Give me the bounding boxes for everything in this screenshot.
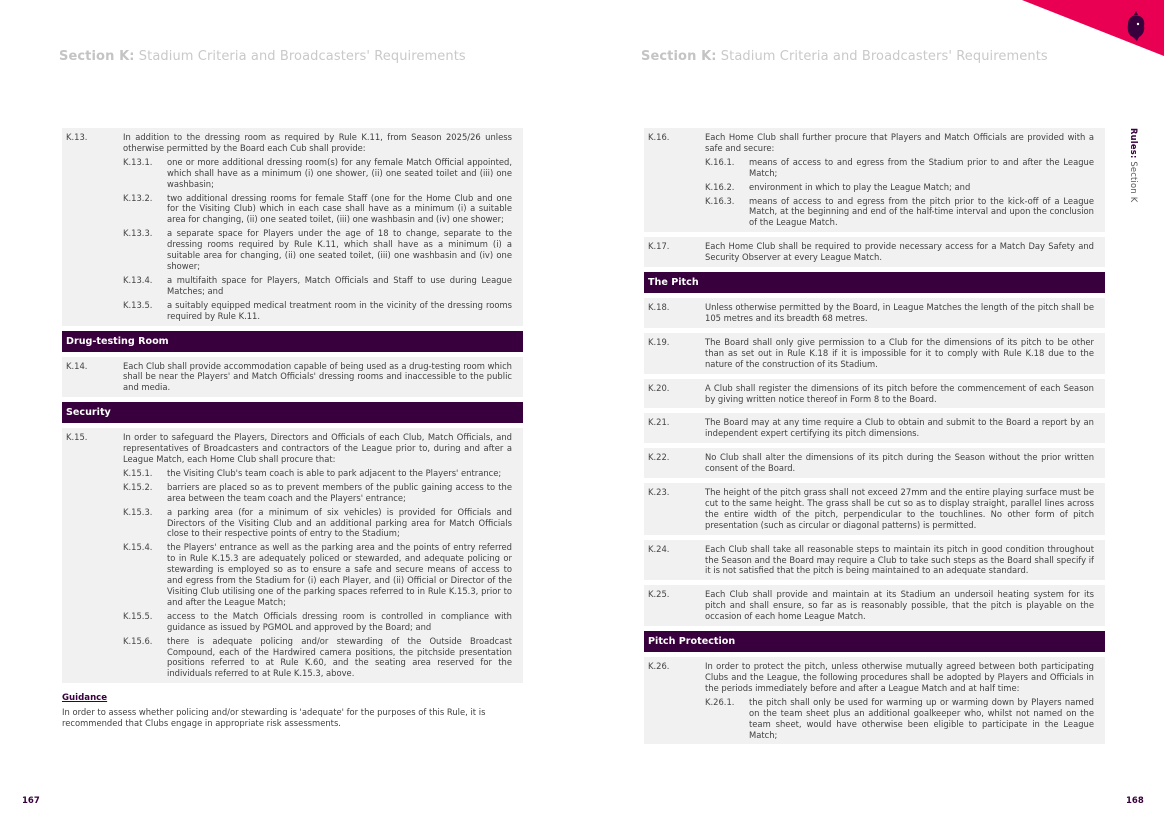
rule-text: In order to safeguard the Players, Directors and Officials of each Club, Match Officials, and representatives of Broadcasters and contractors of the League prior to, during and after a League Match, each Home Club shall procure that: [123, 432, 512, 465]
rule-number: K.15. [66, 432, 88, 443]
side-section-label: Rules: Section K [1129, 128, 1139, 203]
section-title-security: Security [62, 402, 523, 423]
guidance-text: In order to assess whether policing and/or stewarding is 'adequate' for the purposes of this Rule, it is recommended that Clubs engage in appropriate risk assessments. [62, 707, 486, 729]
left-content [62, 128, 523, 729]
rule-text: The Board may at any time require a Club to obtain and submit to the Board a report by an independent expert certifying its pitch dimensions. [705, 417, 1094, 439]
rule-number: K.13. [66, 132, 88, 142]
guidance-title: Guidance [62, 693, 108, 704]
rule-k14 [62, 357, 523, 398]
rule-k19 [644, 333, 1105, 374]
rule-number: K.24. [648, 543, 670, 554]
rule-k25 [644, 585, 1105, 626]
rule-text: A Club shall register the dimensions of its pitch before the commencement of each Season by giving written notice thereof in Form 8 to the Board. [705, 382, 1094, 404]
rule-text: Each Home Club shall further procure that Players and Match Officials are provided with a safe and secure: [705, 132, 1094, 153]
sub-rule: K.16.3. means of access to and egress from the pitch prior to the kick-off of a League Match, at the beginning and end of the half-time interval and upon the conclusion of the League Match. [705, 195, 1094, 228]
rule-text: In order to protect the pitch, unless otherwise mutually agreed between both participating Clubs and the League, the following procedures shall be adopted by Players and Officials in the periods immediately before and after a League Match and at half time: [705, 661, 1094, 693]
rule-k22 [644, 448, 1105, 478]
right-page [582, 0, 1164, 826]
rule-number: K.22. [648, 452, 670, 463]
rule-text: The height of the pitch grass shall not exceed 27mm and the entire playing surface must be cut to the same height. The grass shall be cut so as to display straight, parallel lines across the entire width of the pitch, perpendicular to the touchlines. No other form of pitch presentation (such as circular or diagonal patterns) is permitted. [705, 487, 1094, 530]
sub-rule: K.15.6. there is adequate policing and/or stewarding of the Outside Broadcast Compound, each of the Hardwired camera positions, the pitchside presentation positions referred to at Rule K.60, and the seating area reserved for the individuals referred to at Rule K.15.3, above. [123, 635, 512, 679]
sub-rule: K.15.5. access to the Match Officials dressing room is controlled in compliance with guidance as issued by PGMOL and approved by the Board; and [123, 610, 512, 632]
sub-rule: K.15.3. a parking area (for a minimum of six vehicles) is provided for Officials and Directors of the Visiting Club and an additional parking area for Match Officials close to their respective points of entry to the Stadium; [123, 506, 512, 539]
rule-number: K.19. [648, 336, 670, 347]
sub-rule: K.13.3. a separate space for Players under the age of 18 to change, separate to the dressing rooms required by Rule K.11, which shall have as a minimum (i) a suitable area for changing, (ii) one seated toilet, (iii) one washbasin and (iv) one shower; [123, 228, 512, 271]
rule-k16 [644, 128, 1105, 232]
sub-rule: K.15.1. the Visiting Club's team coach is able to park adjacent to the Players' entrance; [123, 467, 502, 478]
rule-number: K.20. [648, 382, 670, 393]
section-title-pitch-protection: Pitch Protection [644, 631, 1105, 652]
rule-number: K.14. [66, 360, 88, 371]
section-title-pitch: The Pitch [644, 272, 1105, 293]
sub-rule: K.13.1. one or more additional dressing room(s) for any female Match Official appointed, which shall have as a minimum (i) one shower, (ii) one seated toilet and (iii) one washbasin; [123, 156, 512, 189]
rule-k20 [644, 379, 1105, 409]
rule-text: In addition to the dressing room as required by Rule K.11, from Season 2025/26 unless otherwise permitted by the Board each Cub shall provide: [123, 132, 512, 153]
rule-number: K.17. [648, 241, 670, 252]
page-header: Section K: Stadium Criteria and Broadcasters' Requirements [641, 49, 1048, 64]
right-content [644, 128, 1105, 749]
rule-text: Each Club shall provide accommodation capable of being used as a drug-testing room which shall be near the Players' and Match Officials' dressing rooms and inaccessible to the public and media. [123, 360, 512, 393]
rule-number: K.23. [648, 487, 670, 498]
rule-number: K.26. [648, 661, 670, 672]
rule-k26 [644, 657, 1105, 744]
section-title-drug-testing: Drug-testing Room [62, 331, 523, 352]
rule-k24 [644, 540, 1105, 581]
rule-k18 [644, 298, 1105, 328]
rule-number: K.18. [648, 302, 670, 313]
rule-text: No Club shall alter the dimensions of its pitch during the Season without the prior written consent of the Board. [705, 452, 1094, 474]
rule-text: Each Home Club shall be required to provide necessary access for a Match Day Safety and Security Observer at every League Match. [705, 241, 1094, 263]
rule-k23 [644, 483, 1105, 535]
sub-rule: K.13.2. two additional dressing rooms for female Staff (one for the Home Club and one for the Visiting Club) which in each case shall have as a minimum (i) a suitable area for changing, (ii) one seated toilet, (iii) one washbasin and (iv) one shower; [123, 192, 512, 225]
rule-number: K.21. [648, 417, 670, 428]
sub-rule: K.15.2. barriers are placed so as to prevent members of the public gaining access to the area between the team coach and the Players' entrance; [123, 481, 512, 503]
rule-number: K.25. [648, 589, 670, 600]
sub-rule: K.16.2. environment in which to play the League Match; and [705, 181, 971, 192]
rule-k15 [62, 428, 523, 683]
rule-number: K.16. [648, 132, 670, 142]
rule-text: Each Club shall take all reasonable steps to maintain its pitch in good condition throughout the Season and the Board may require a Club to take such steps as the Board shall specify if it is not satisfied that the pitch is being maintained to an adequate standard. [705, 543, 1094, 576]
page-number: 167 [22, 796, 40, 806]
rule-text: Each Club shall provide and maintain at its Stadium an undersoil heating system for its pitch and shall ensure, so far as is reasonably possible, that the pitch is playable on the occasion of each home League Match. [705, 589, 1094, 622]
sub-rule: K.16.1. means of access to and egress from the Stadium prior to and after the League Match; [705, 156, 1094, 178]
sub-rule: K.15.4. the Players' entrance as well as the parking area and the points of entry referred to in Rule K.15.3 are adequately policed or stewarded, and adequate policing or stewarding is employed so as to ensure a safe and secure means of access to and egress from the Stadium for (i) each Player, and (ii) Official or Director of the Visiting Club utilising one of the parking spaces referred to in Rule K.15.3, prior to and after the League Match; [123, 542, 512, 607]
rule-text: Unless otherwise permitted by the Board, in League Matches the length of the pitch shall be 105 metres and its breadth 68 metres. [705, 302, 1094, 323]
sub-rule: K.26.1. the pitch shall only be used for warming up or warming down by Players named on the team sheet plus an additional goalkeeper who, whilst not named on the team sheet, would have otherwise been eligible to participate in the League Match; [705, 696, 1094, 740]
page-number: 168 [1126, 796, 1144, 806]
rule-k13 [62, 128, 523, 326]
rule-text: The Board shall only give permission to a Club for the dimensions of its pitch to be other than as set out in Rule K.18 if it is impossible for it to comply with Rule K.18 due to the nature of the construction of its Stadium. [705, 336, 1094, 369]
sub-rule: K.13.4. a multifaith space for Players, Match Officials and Staff to use during League Matches; and [123, 274, 512, 296]
page-header: Section K: Stadium Criteria and Broadcasters' Requirements [59, 49, 466, 64]
rule-k21 [644, 413, 1105, 443]
rule-k17 [644, 237, 1105, 267]
sub-rule: K.13.5. a suitably equipped medical treatment room in the vicinity of the dressing rooms required by Rule K.11. [123, 299, 512, 321]
